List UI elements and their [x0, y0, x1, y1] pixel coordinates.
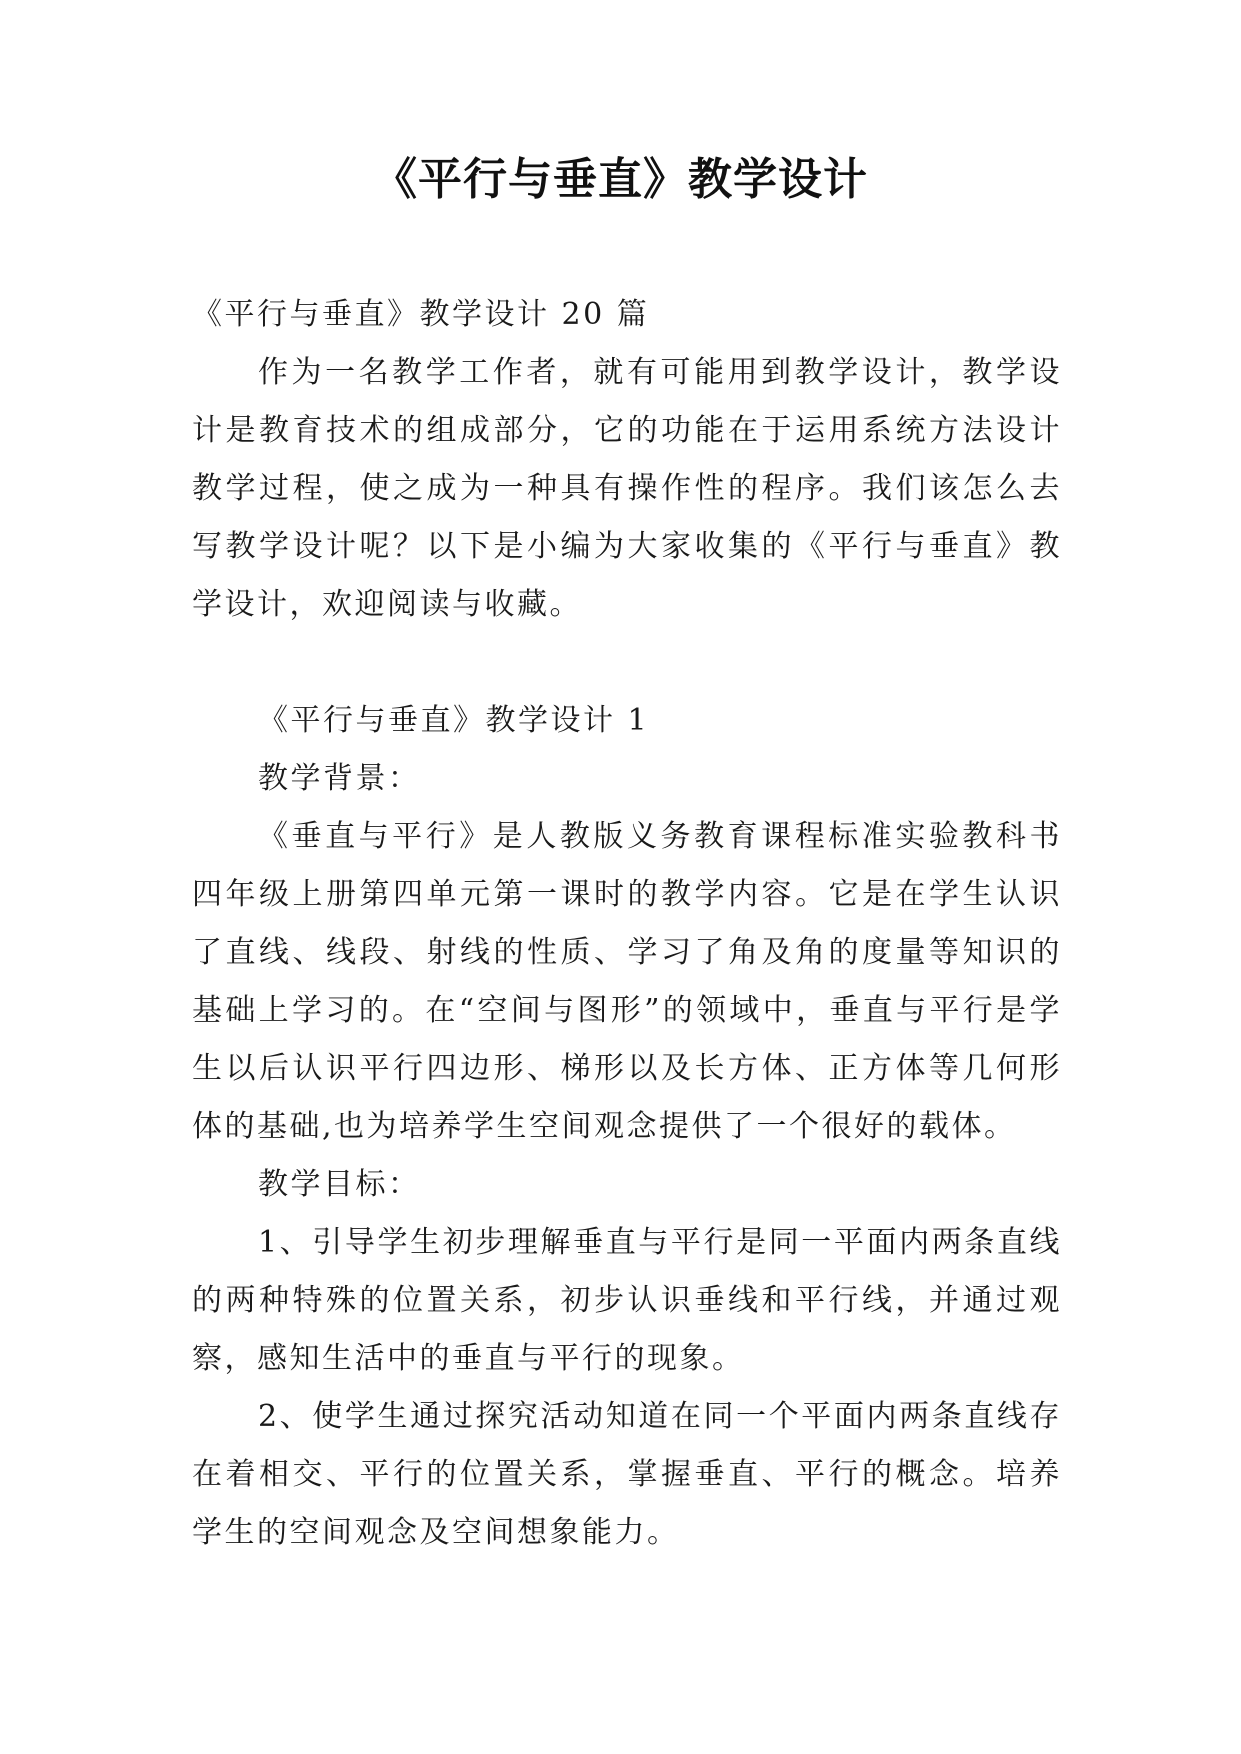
background-label: 教学背景：	[258, 761, 421, 796]
objective-item-1: 1、引导学生初步理解垂直与平行是同一平面内两条直线的两种特殊的位置关系，初步认识垂线和平行线，并通过观察，感知生活中的垂直与平行的现象。	[192, 1225, 1062, 1376]
background-paragraph: 《垂直与平行》是人教版义务教育课程标准实验教科书四年级上册第四单元第一课时的教学内容。它是在学生认识了直线、线段、射线的性质、学习了角及角的度量等知识的基础上学习的。在“空间与图形”的领域中，垂直与平行是学生以后认识平行四边形、梯形以及长方体、正方体等几何形体的基础,也为培养学生空间观念提供了一个很好的载体。	[192, 819, 1062, 1144]
document-body	[192, 286, 1062, 1562]
section-heading: 《平行与垂直》教学设计 1	[258, 703, 650, 738]
objectives-label: 教学目标：	[258, 1167, 421, 1202]
objective-item-2: 2、使学生通过探究活动知道在同一个平面内两条直线存在着相交、平行的位置关系，掌握垂直、平行的概念。培养学生的空间观念及空间想象能力。	[192, 1399, 1062, 1550]
intro-paragraph: 作为一名教学工作者，就有可能用到教学设计，教学设计是教育技术的组成部分，它的功能在于运用系统方法设计教学过程，使之成为一种具有操作性的程序。我们该怎么去写教学设计呢？以下是小编为大家收集的《平行与垂直》教学设计，欢迎阅读与收藏。	[192, 355, 1062, 622]
paragraph-spacer	[192, 634, 1062, 692]
document-title: 《平行与垂直》教学设计	[373, 154, 868, 205]
document-subtitle: 《平行与垂直》教学设计 20 篇	[192, 297, 650, 332]
